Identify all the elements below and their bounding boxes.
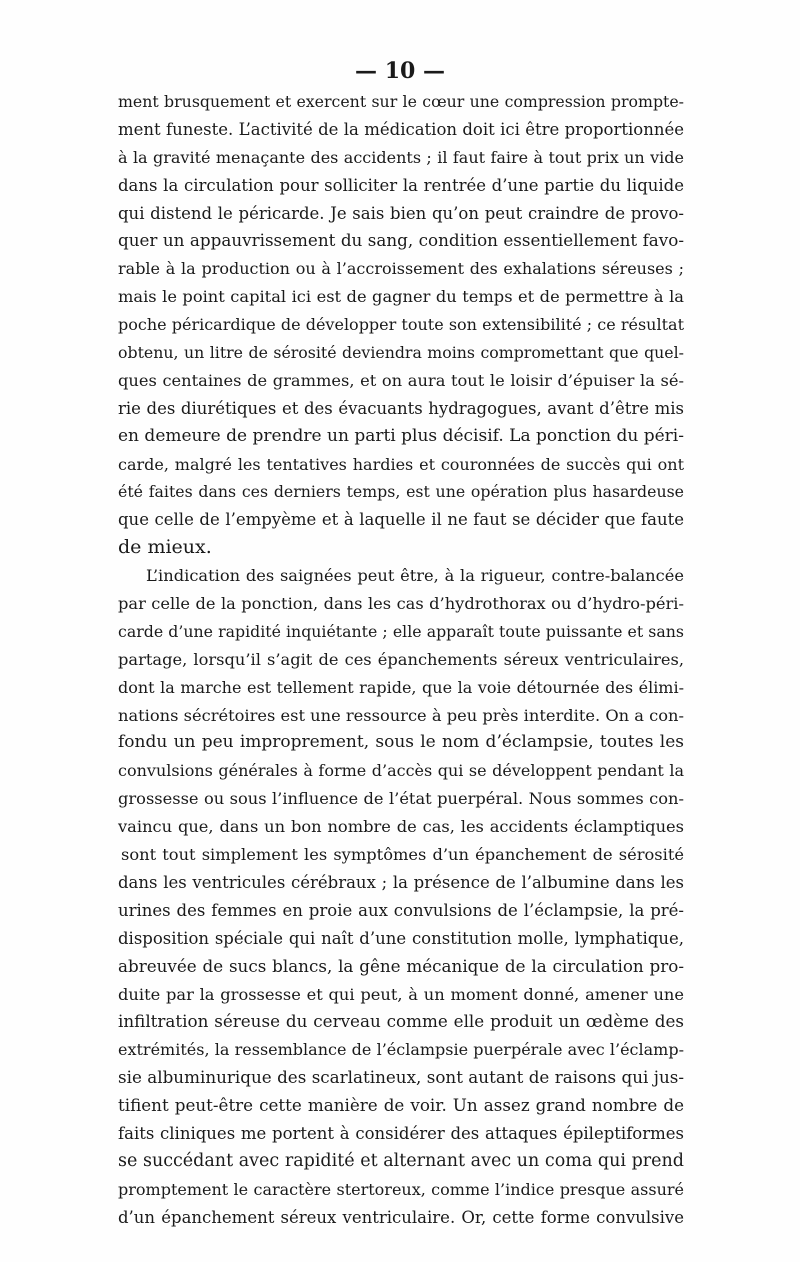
text-line: se succédant avec rapidité et alternant avec un coma qui prend	[118, 1150, 684, 1171]
text-line: d’un épanchement séreux ventriculaire. Or, cette forme convulsive	[118, 1207, 684, 1227]
text-line: dont la marche est tellement rapide, que la voie détournée des élimi-	[118, 677, 684, 697]
text-line: fondu un peu improprement, sous le nom d’éclampsie, toutes les	[118, 732, 684, 753]
text-line: à la gravité menaçante des accidents ; il faut faire à tout prix un vide	[118, 147, 684, 167]
text-line: en demeure de prendre un parti plus décisif. La ponction du péri-	[118, 425, 684, 446]
body-text	[118, 88, 684, 1232]
text-line: dans les ventricules cérébraux ; la présence de l’albumine dans les	[118, 872, 684, 892]
text-line: convulsions générales à forme d’accès qui se développent pendant la	[118, 761, 684, 781]
text-line: dans la circulation pour solliciter la rentrée d’une partie du liquide	[118, 175, 684, 195]
text-line: infiltration séreuse du cerveau comme elle produit un œdème des	[118, 1011, 684, 1032]
text-line: ment funeste. L’activité de la médication doit ici être proportionnée	[118, 119, 684, 139]
text-line: carde d’une rapidité inquiétante ; elle apparaît toute puissante et sans	[118, 621, 684, 641]
text-line: abreuvée de sucs blancs, la gêne mécanique de la circulation pro-	[118, 955, 684, 976]
paragraph-start-line: L’indication des saignées peut être, à la rigueur, contre-balancée	[146, 566, 684, 586]
text-line: sont tout simplement les symptômes d’un épanchement de sérosité	[121, 845, 684, 865]
text-line: promptement le caractère stertoreux, comme l’indice presque assuré	[118, 1179, 684, 1199]
text-line: sie albuminurique des scarlatineux, sont autant de raisons qui jus-	[118, 1067, 684, 1088]
text-line: duite par la grossesse et qui peut, à un moment donné, amener une	[118, 984, 684, 1004]
text-line: mais le point capital ici est de gagner du temps et de permettre à la	[118, 287, 684, 307]
text-line: grossesse ou sous l’influence de l’état puerpéral. Nous sommes con-	[118, 789, 684, 809]
text-line: disposition spéciale qui naît d’une constitution molle, lymphatique,	[118, 928, 684, 948]
text-line: obtenu, un litre de sérosité deviendra moins compromettant que quel-	[118, 343, 684, 363]
paragraph-end-line: de mieux.	[118, 536, 212, 559]
text-line: ment brusquement et exercent sur le cœur une compression prompte-	[118, 92, 684, 111]
text-line: rable à la production ou à l’accroissement des exhalations séreuses ;	[118, 259, 684, 279]
text-line: qui distend le péricarde. Je sais bien qu’on peut craindre de provo-	[118, 203, 684, 223]
text-line: ques centaines de grammes, et on aura tout le loisir d’épuiser la sé-	[118, 370, 684, 390]
text-line: vaincu que, dans un bon nombre de cas, les accidents éclamptiques	[118, 817, 684, 837]
page-number: — 10 —	[355, 58, 445, 84]
text-line: carde, malgré les tentatives hardies et couronnées de succès qui ont	[118, 454, 684, 474]
text-line: nations sécrétoires est une ressource à peu près interdite. On a con-	[118, 705, 684, 725]
text-line: extrémités, la ressemblance de l’éclampsie puerpérale avec l’éclamp-	[118, 1040, 684, 1060]
text-line: rie des diurétiques et des évacuants hydragogues, avant d’être mis	[118, 398, 684, 418]
text-line: par celle de la ponction, dans les cas d’hydrothorax ou d’hydro-péri-	[118, 594, 684, 614]
text-line: partage, lorsqu’il s’agit de ces épanchements séreux ventriculaires,	[118, 649, 684, 669]
text-line: poche péricardique de développer toute son extensibilité ; ce résultat	[118, 315, 684, 335]
text-line: quer un appauvrissement du sang, condition essentiellement favo-	[118, 230, 684, 251]
text-line: que celle de l’empyème et à laquelle il ne faut se décider que faute	[118, 510, 684, 530]
text-line: tifient peut-être cette manière de voir. Un assez grand nombre de	[118, 1095, 684, 1116]
text-line: faits cliniques me portent à considérer des attaques épileptiformes	[118, 1123, 684, 1143]
text-line: été faites dans ces derniers temps, est une opération plus hasardeuse	[118, 482, 684, 502]
text-line: urines des femmes en proie aux convulsions de l’éclampsie, la pré-	[118, 900, 684, 920]
